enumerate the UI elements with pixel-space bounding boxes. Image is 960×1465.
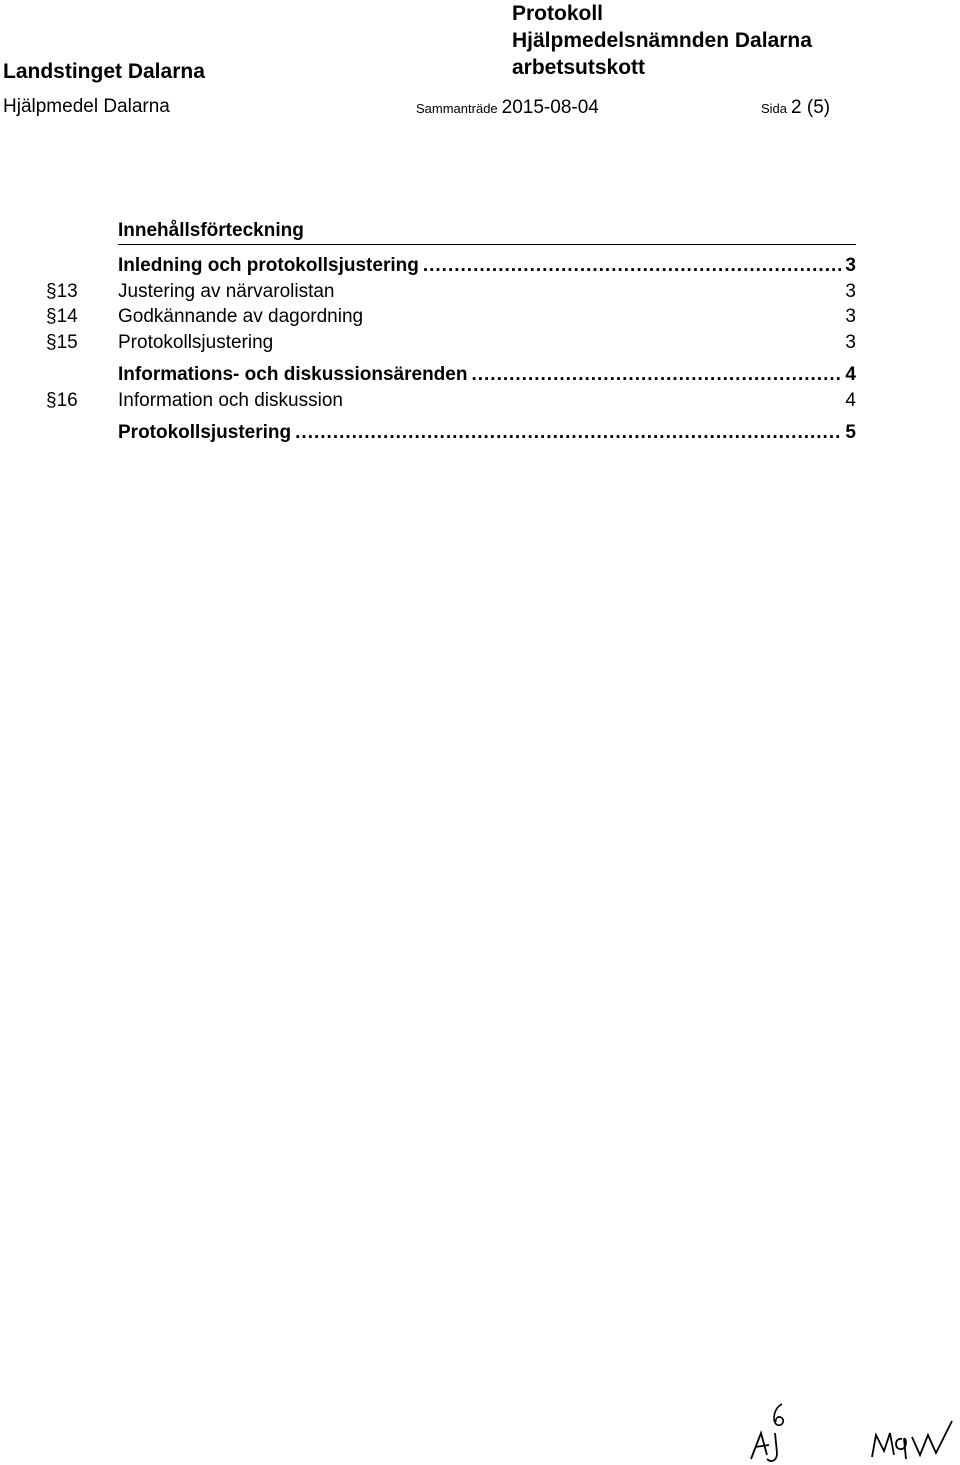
meeting-info <box>416 97 599 119</box>
doc-title-line-2: Hjälpmedelsnämnden Dalarna <box>512 29 812 52</box>
meeting-date: 2015-08-04 <box>501 97 599 118</box>
handwritten-initials-mgw <box>868 1415 960 1463</box>
toc-entry-title: Informations- och diskussionsärenden <box>118 364 468 385</box>
toc-page-number: 4 <box>845 364 856 385</box>
toc-paragraph-number: §15 <box>46 332 78 353</box>
unit-name: Hjälpmedel Dalarna <box>3 96 170 117</box>
toc-entry-title: Protokollsjustering <box>118 332 274 353</box>
page-info <box>761 97 830 119</box>
doc-title-line-1: Protokoll <box>512 2 604 25</box>
page-label: Sida <box>761 101 788 116</box>
toc-paragraph-number: §13 <box>46 281 78 302</box>
toc-entry-title: Inledning och protokollsjustering <box>118 255 419 276</box>
toc-page-number: 3 <box>845 332 856 353</box>
toc-paragraph-number: §14 <box>46 306 78 327</box>
toc-entry-title: Information och diskussion <box>118 390 343 411</box>
toc-dot-leader <box>295 422 841 444</box>
page-number: 2 (5) <box>791 97 831 118</box>
toc-item-row <box>0 390 856 414</box>
toc-page-number: 3 <box>845 281 856 302</box>
toc-dot-leader <box>423 255 842 277</box>
toc-item-row <box>0 306 856 330</box>
doc-title-line-3: arbetsutskott <box>512 56 646 79</box>
toc-entry-title: Justering av närvarolistan <box>118 281 335 302</box>
toc-page-number: 4 <box>845 390 856 411</box>
toc-heading: Innehållsförteckning <box>118 220 304 241</box>
toc-entry-title: Godkännande av dagordning <box>118 306 364 327</box>
toc-divider <box>118 244 856 245</box>
toc-item-row <box>0 332 856 356</box>
document-title <box>512 0 812 81</box>
toc-page-number: 5 <box>845 422 856 443</box>
toc-dot-leader <box>471 364 841 386</box>
toc-entry-title: Protokollsjustering <box>118 422 292 443</box>
toc-section-row <box>0 422 856 446</box>
organization-name: Landstinget Dalarna <box>3 60 205 83</box>
toc-page-number: 3 <box>845 306 856 327</box>
toc-item-row <box>0 281 856 305</box>
toc-section-row <box>0 364 856 388</box>
handwritten-initials-aj <box>745 1425 795 1465</box>
toc-paragraph-number: §16 <box>46 390 78 411</box>
toc-page-number: 3 <box>845 255 856 276</box>
meeting-label: Sammanträde <box>416 101 498 116</box>
toc-section-row <box>0 255 856 279</box>
